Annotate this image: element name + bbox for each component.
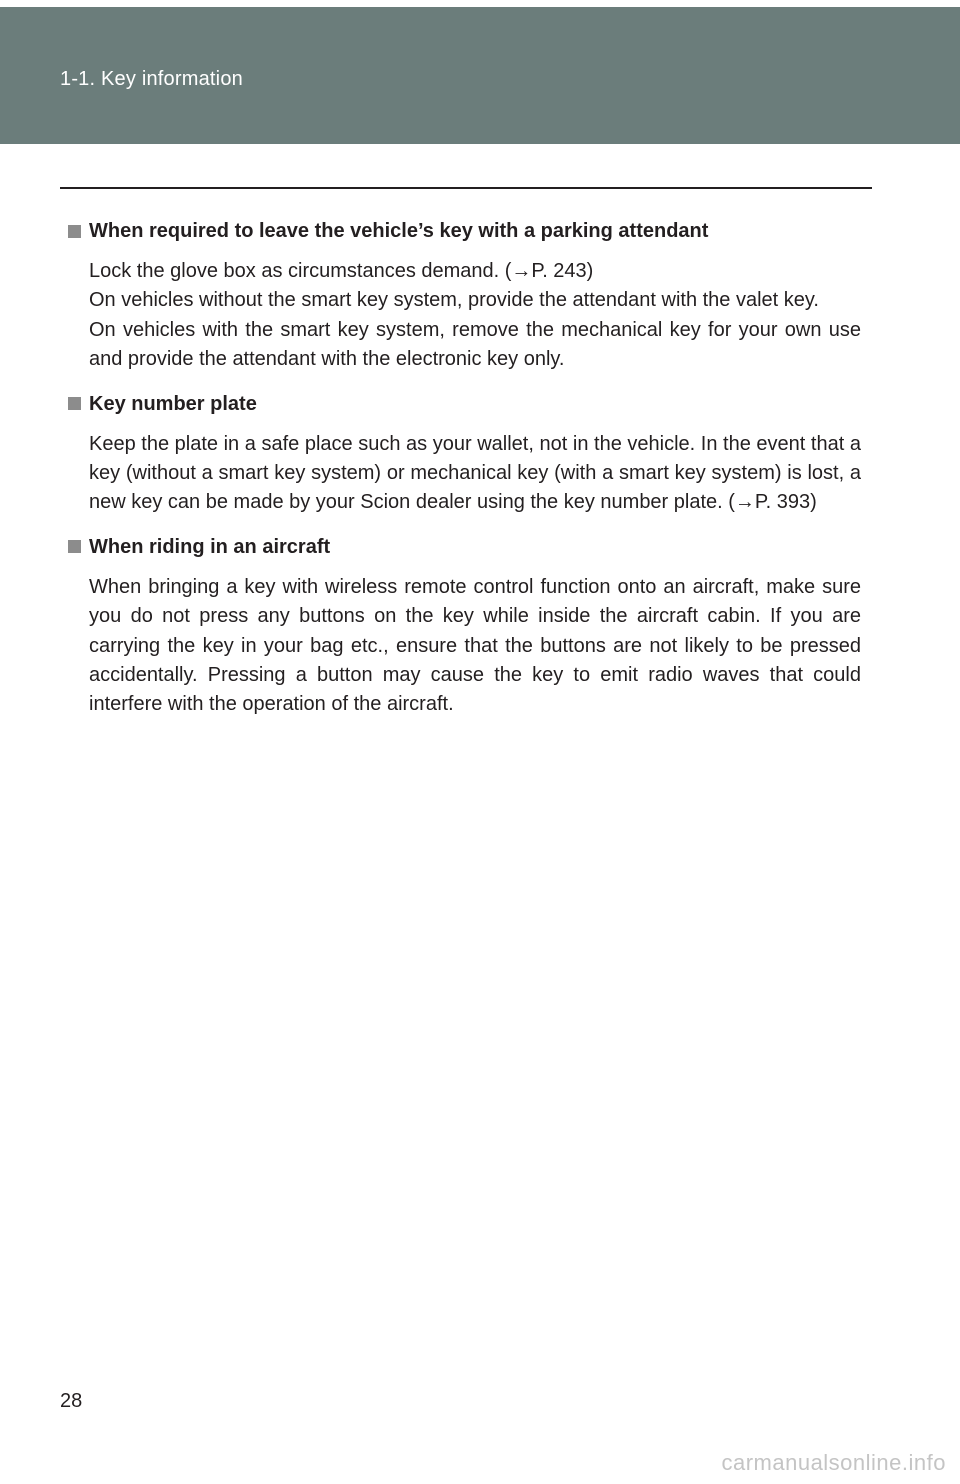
section-title: 1-1. Key information bbox=[60, 68, 243, 90]
body-line: On vehicles with the smart key system, remove the mechanical key for your own use and provide the attendant with the electronic key only. bbox=[89, 318, 861, 371]
body-line: Lock the glove box as circumstances demand. (→P. 243) bbox=[89, 260, 594, 282]
section-header-bar bbox=[0, 7, 960, 144]
section-body bbox=[89, 430, 861, 518]
square-bullet-icon bbox=[68, 225, 81, 238]
watermark: carmanualsonline.info bbox=[721, 1450, 946, 1475]
section-body bbox=[89, 573, 861, 720]
main-content bbox=[68, 216, 861, 734]
square-bullet-icon bbox=[68, 397, 81, 410]
heading-text: When riding in an aircraft bbox=[89, 535, 331, 558]
body-line: On vehicles without the smart key system, provide the attendant with the valet key. bbox=[89, 289, 819, 312]
section-heading bbox=[68, 216, 861, 246]
section-body bbox=[89, 257, 861, 375]
heading-text: When required to leave the vehicle’s key with a parking attendant bbox=[89, 220, 709, 242]
body-line: When bringing a key with wireless remote control function onto an aircraft, make sure you do not press any buttons on the key while inside the aircraft cabin. If you are carrying the key in your bag etc., ensure that the buttons are not likely to be pressed accidentally. Pressing a button may cause the key to emit radio waves that could interfere with the operation of the aircraft. bbox=[89, 575, 861, 716]
heading-text: Key number plate bbox=[89, 392, 257, 415]
divider-rule bbox=[60, 187, 872, 189]
body-line: Keep the plate in a safe place such as your wallet, not in the vehicle. In the event that a key (without a smart key system) or mechanical key (with a smart key system) is lost, a new key can be made by your Scion dealer using the key number plate. (→P. 393) bbox=[89, 432, 861, 514]
section-parking-attendant bbox=[68, 216, 861, 375]
square-bullet-icon bbox=[68, 540, 81, 553]
section-key-number-plate bbox=[68, 389, 861, 518]
section-heading bbox=[68, 532, 861, 562]
section-heading bbox=[68, 389, 861, 419]
page-number: 28 bbox=[60, 1390, 83, 1412]
section-aircraft bbox=[68, 532, 861, 720]
